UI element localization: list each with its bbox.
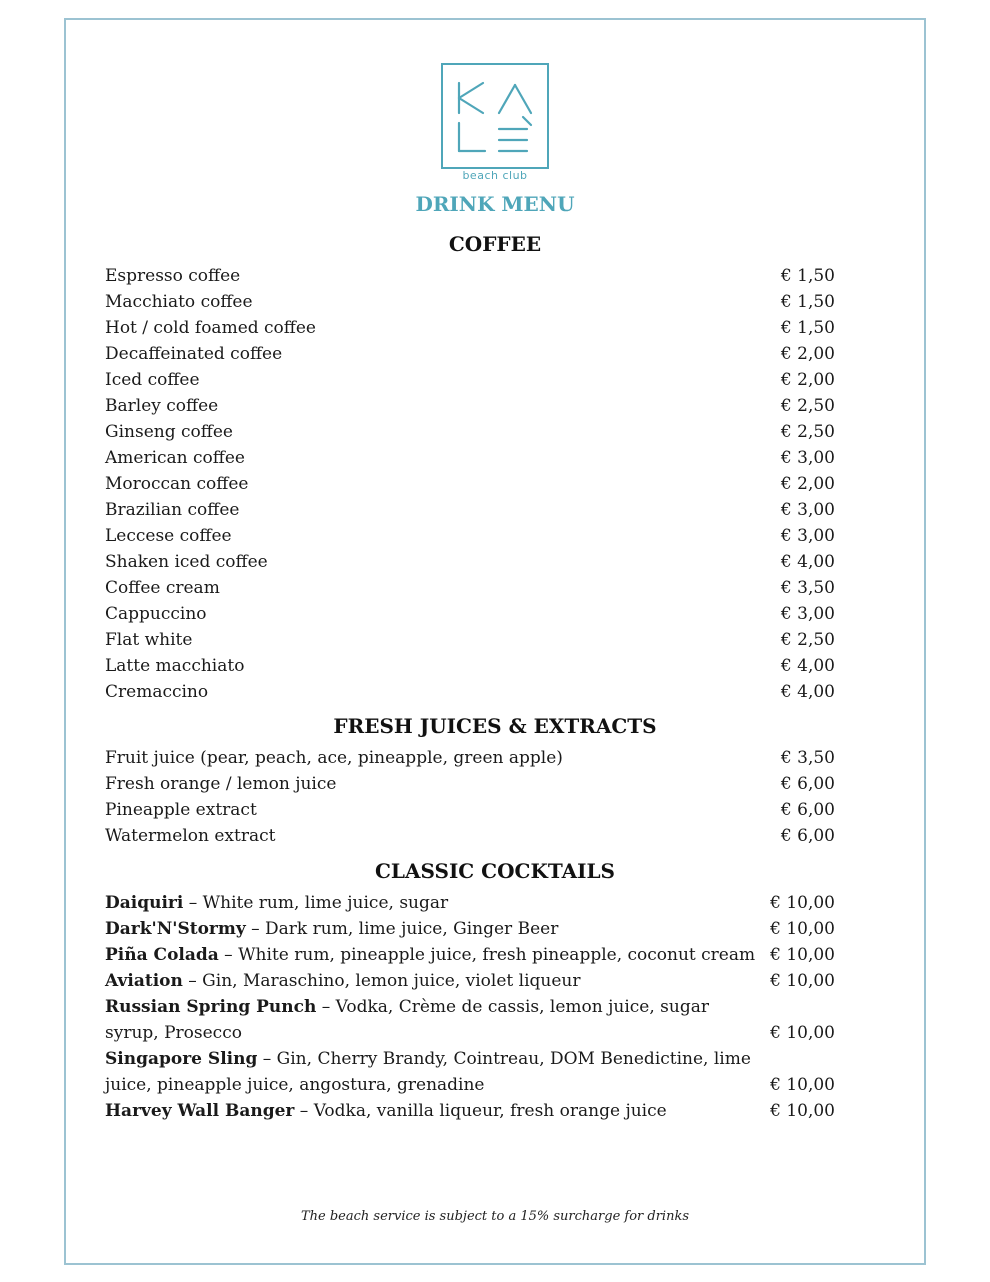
item-name: Leccese coffee [105,526,232,546]
menu-item [105,602,835,626]
cocktail-name: Daiquiri [105,893,184,913]
item-name: Espresso coffee [105,266,241,286]
menu-item [105,524,835,548]
item-name: Cappuccino [105,604,207,624]
cocktail-price: € 10,00 [770,893,835,913]
item-name: Pineapple extract [105,800,257,820]
item-price: € 6,00 [780,826,835,846]
cocktail-price: € 10,00 [770,1101,835,1121]
item-price: € 1,50 [780,266,835,286]
cocktail-text [105,1098,765,1124]
item-price: € 1,50 [780,318,835,338]
item-price: € 1,50 [780,292,835,312]
cocktail-item [105,1046,835,1098]
menu-item [105,264,835,288]
item-price: € 3,50 [780,748,835,768]
cocktail-ingredients: – White rum, pineapple juice, fresh pineapple, coconut cream [218,945,756,965]
menu-item [105,654,835,678]
cocktail-price: € 10,00 [770,919,835,939]
item-name: Hot / cold foamed coffee [105,318,316,338]
item-price: € 3,00 [780,500,835,520]
item-price: € 3,50 [780,578,835,598]
item-name: Decaffeinated coffee [105,344,283,364]
cocktail-price: € 10,00 [770,971,835,991]
cocktail-name: Russian Spring Punch [105,997,317,1017]
item-price: € 2,00 [780,474,835,494]
cocktail-item [105,942,835,968]
item-name: Barley coffee [105,396,219,416]
item-name: Fruit juice (pear, peach, ace, pineapple, green apple) [105,748,563,768]
section-title-coffee: COFFEE [448,232,542,256]
cocktail-name: Piña Colada [105,945,219,965]
item-name: Flat white [105,630,193,650]
item-name: Macchiato coffee [105,292,253,312]
menu-item [105,498,835,522]
cocktail-text [105,942,765,968]
item-price: € 2,50 [780,630,835,650]
item-name: Iced coffee [105,370,200,390]
menu-item [105,420,835,444]
cocktail-item [105,916,835,942]
cocktail-ingredients: – Vodka, vanilla liqueur, fresh orange juice [294,1101,667,1121]
cocktail-ingredients: – Vodka, Crème de cassis, lemon juice, sugar syrup, Prosecco [105,997,709,1043]
section-title-cocktails: CLASSIC COCKTAILS [375,859,615,883]
cocktail-price: € 10,00 [770,1023,835,1043]
item-price: € 2,50 [780,396,835,416]
menu-item [105,798,835,822]
menu-item [105,772,835,796]
item-name: Fresh orange / lemon juice [105,774,337,794]
cocktail-text [105,916,765,942]
cocktail-item [105,994,835,1046]
logo-subtitle: beach club [462,169,528,182]
menu-item [105,680,835,704]
cocktail-text [105,994,765,1046]
item-price: € 4,00 [780,552,835,572]
item-price: € 6,00 [780,774,835,794]
menu-item [105,394,835,418]
item-name: Latte macchiato [105,656,245,676]
menu-heading: DRINK MENU [415,192,575,216]
menu-item [105,550,835,574]
surcharge-note: The beach service is subject to a 15% surcharge for drinks [300,1209,689,1224]
cocktail-item [105,1098,835,1124]
cocktail-ingredients: – White rum, lime juice, sugar [183,893,449,913]
item-name: Shaken iced coffee [105,552,268,572]
cocktail-ingredients: – Gin, Cherry Brandy, Cointreau, DOM Benedictine, lime juice, pineapple juice, angostura, grenadine [105,1049,751,1095]
item-price: € 3,00 [780,604,835,624]
item-price: € 4,00 [780,656,835,676]
cocktail-price: € 10,00 [770,945,835,965]
item-price: € 2,00 [780,370,835,390]
cocktail-price: € 10,00 [770,1075,835,1095]
item-price: € 2,50 [780,422,835,442]
menu-item [105,290,835,314]
menu-item [105,316,835,340]
menu-item [105,368,835,392]
cocktail-item [105,968,835,994]
kale-logo-mark [443,65,547,167]
cocktail-item [105,890,835,916]
cocktail-name: Singapore Sling [105,1049,258,1069]
item-price: € 3,00 [780,526,835,546]
item-price: € 6,00 [780,800,835,820]
cocktail-ingredients: – Gin, Maraschino, lemon juice, violet liqueur [182,971,581,991]
section-title-juices: FRESH JUICES & EXTRACTS [333,714,657,738]
item-name: Ginseng coffee [105,422,233,442]
item-price: € 4,00 [780,682,835,702]
menu-item [105,446,835,470]
cocktail-text [105,968,765,994]
cocktail-name: Dark'N'Stormy [105,919,246,939]
cocktail-name: Harvey Wall Banger [105,1101,295,1121]
item-name: Cremaccino [105,682,209,702]
item-name: Coffee cream [105,578,220,598]
cocktail-text [105,890,765,916]
menu-item [105,576,835,600]
menu-item [105,746,835,770]
menu-item [105,628,835,652]
item-name: Moroccan coffee [105,474,249,494]
menu-item [105,342,835,366]
cocktail-name: Aviation [105,971,183,991]
item-name: Watermelon extract [105,826,276,846]
item-price: € 2,00 [780,344,835,364]
item-price: € 3,00 [780,448,835,468]
menu-item [105,824,835,848]
menu-item [105,472,835,496]
cocktail-ingredients: – Dark rum, lime juice, Ginger Beer [245,919,559,939]
item-name: Brazilian coffee [105,500,240,520]
item-name: American coffee [105,448,245,468]
kale-logo [441,63,549,169]
cocktail-text [105,1046,765,1098]
